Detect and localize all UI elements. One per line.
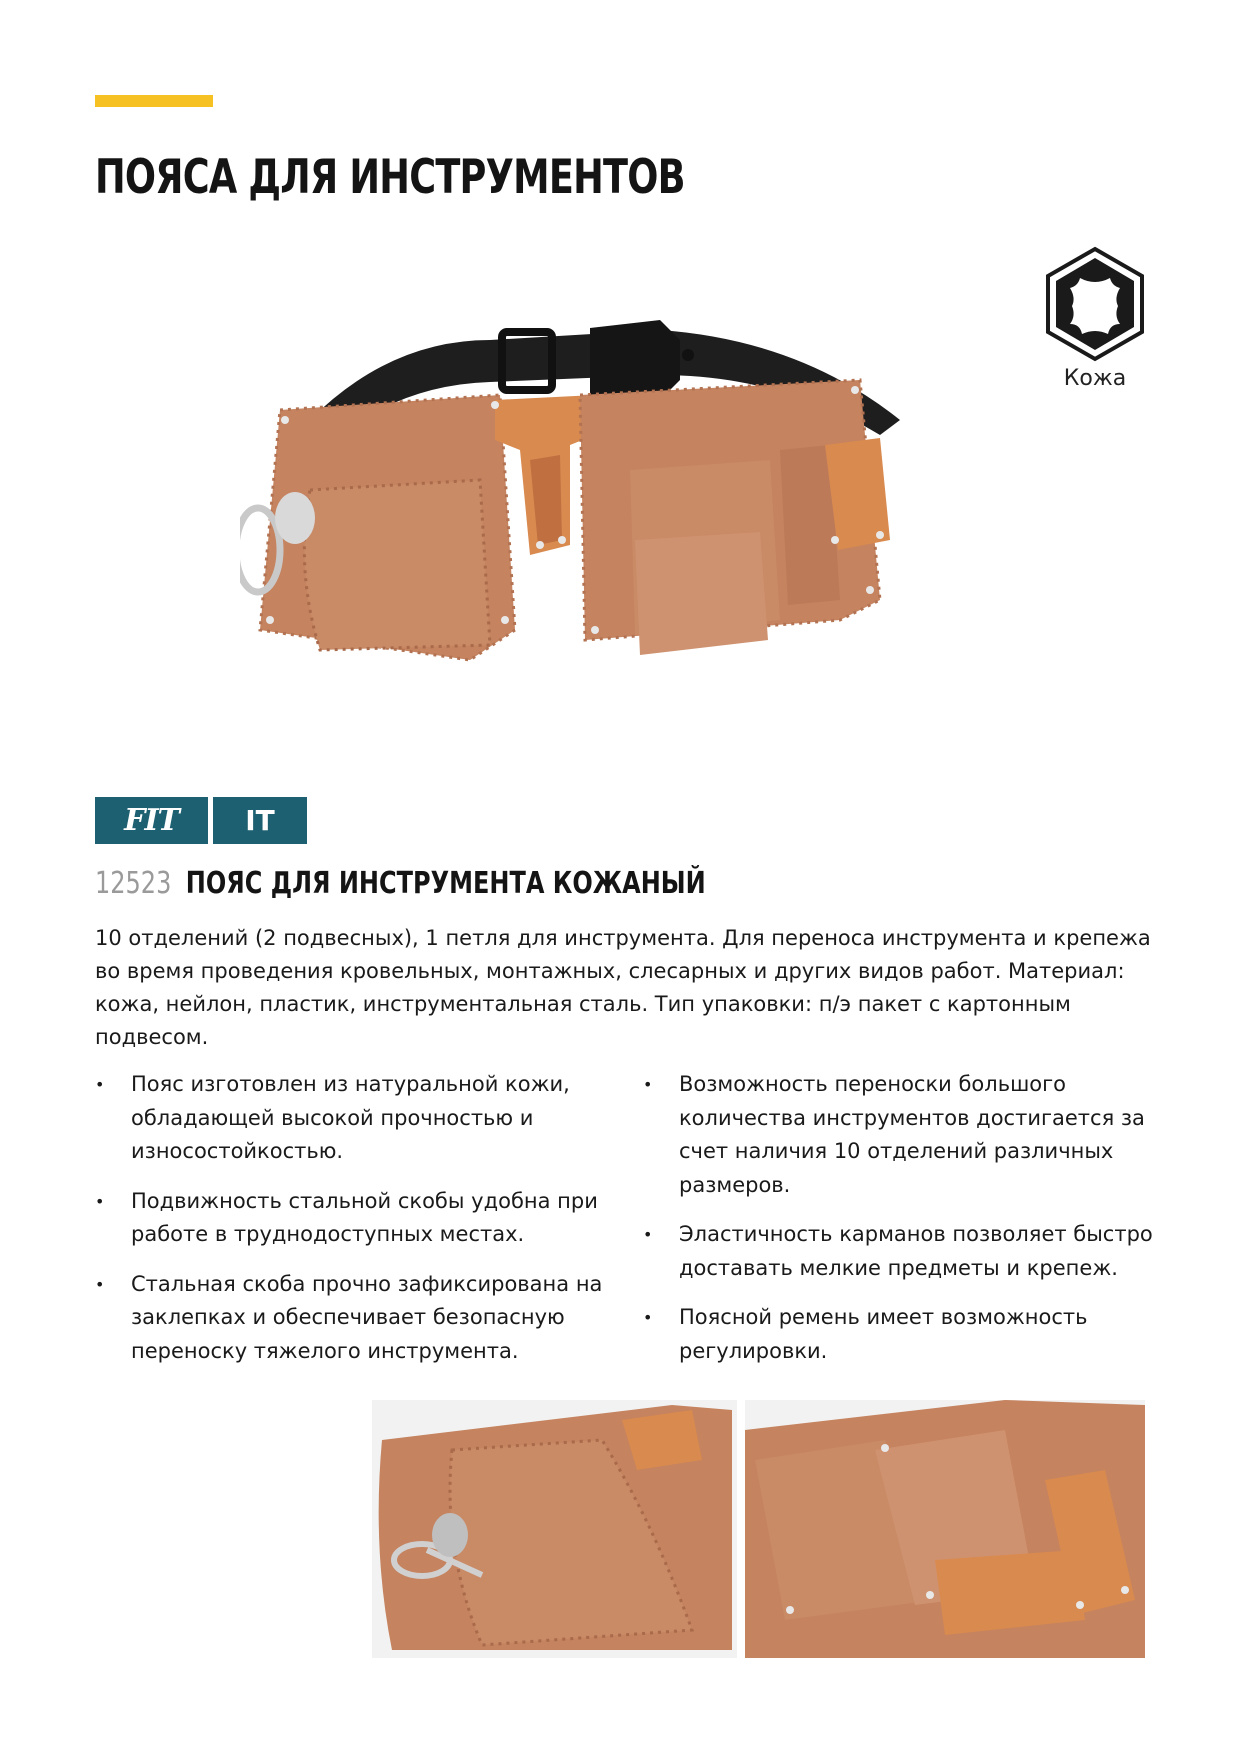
product-photo-main bbox=[240, 300, 1000, 750]
leather-hide-icon bbox=[1044, 246, 1146, 362]
product-description: 10 отделений (2 подвесных), 1 петля для инструмента. Для переноса инструмента и крепежа во время проведения кровельных, монтажных, слесарных и других видов работ. Материал: кожа, нейлон, пластик, инструментальная сталь. Тип упаковки: п/э пакет с картонным подвесом. bbox=[95, 926, 1151, 1049]
brand-fit-text: FIT bbox=[124, 803, 179, 838]
brand-logo bbox=[95, 797, 307, 844]
product-code: 12523 bbox=[95, 866, 172, 901]
feature-item: • Подвижность стальной скобы удобна при работе в труднодоступных местах. bbox=[95, 1185, 615, 1252]
material-label: Кожа bbox=[1063, 366, 1127, 391]
brand-fit-block bbox=[95, 797, 208, 844]
feature-item: • Пояс изготовлен из натуральной кожи, обладающей высокой прочностью и износостойкостью. bbox=[95, 1068, 615, 1169]
detail-photo-pockets bbox=[745, 1400, 1145, 1658]
page-title: ПОЯСА ДЛЯ ИНСТРУМЕНТОВ bbox=[95, 150, 685, 205]
brand-suffix: IT bbox=[213, 797, 307, 844]
product-name: ПОЯС ДЛЯ ИНСТРУМЕНТА КОЖАНЫЙ bbox=[185, 866, 706, 901]
title-accent-bar bbox=[95, 95, 213, 107]
feature-item: • Возможность переноски большого количества инструментов достигается за счет наличия 10 отделений различных размеров. bbox=[643, 1068, 1163, 1202]
detail-photo-steel-ring bbox=[372, 1400, 737, 1658]
feature-item: • Поясной ремень имеет возможность регулировки. bbox=[643, 1301, 1163, 1368]
features-list-right bbox=[643, 1068, 1163, 1384]
feature-item: • Стальная скоба прочно зафиксирована на заклепках и обеспечивает безопасную переноску тяжелого инструмента. bbox=[95, 1268, 615, 1369]
features-list-left bbox=[95, 1068, 615, 1384]
feature-item: • Эластичность карманов позволяет быстро доставать мелкие предметы и крепеж. bbox=[643, 1218, 1163, 1285]
material-badge bbox=[1040, 246, 1150, 391]
product-heading bbox=[95, 866, 706, 901]
